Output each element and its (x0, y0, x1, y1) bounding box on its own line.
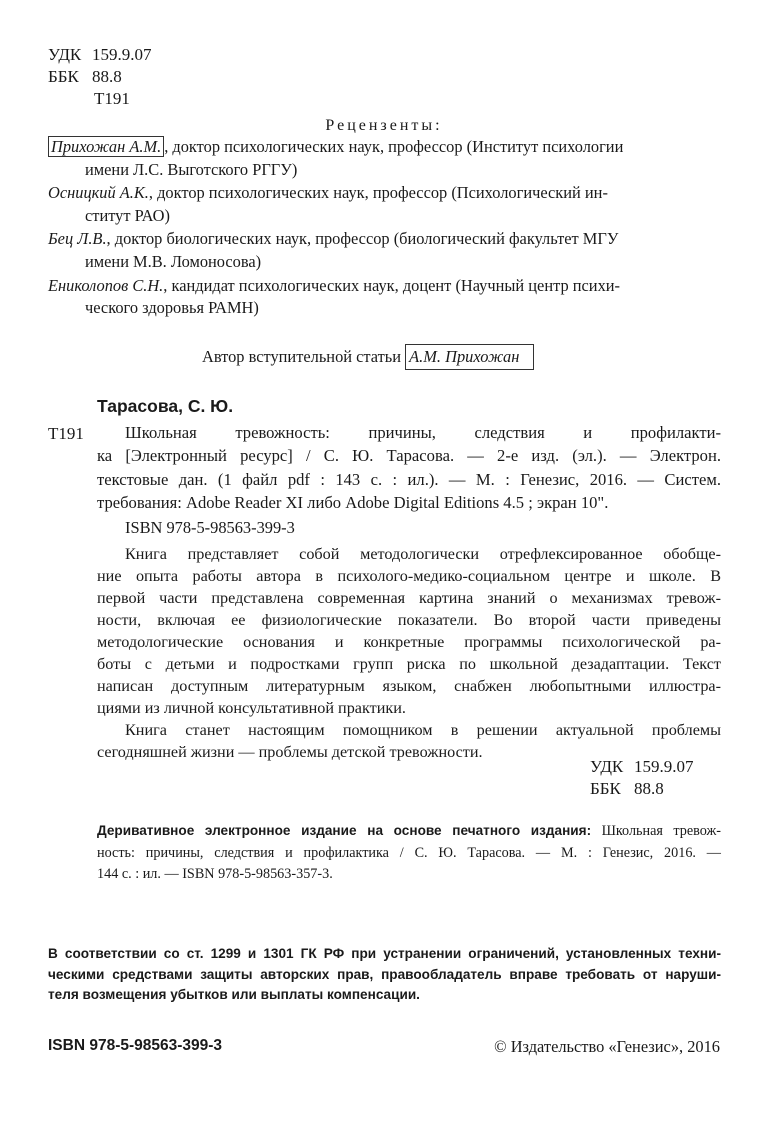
bbk-value: 88.8 (92, 67, 122, 86)
annotation-line: сегодняшней жизни — проблемы детской тревожности. (97, 743, 483, 761)
rights-line: теля возмещения убытков или выплаты компенсации. (48, 987, 420, 1002)
derivative-line: 144 с. : ил. — ISBN 978-5-98563-357-3. (97, 866, 333, 882)
derivative-bold: Деривативное электронное издание на основе печатного издания: (97, 823, 592, 838)
reviewer-credentials: , доктор психологических наук, профессор (Институт психологии (164, 137, 624, 156)
reviewer-credentials-cont: ститут РАО) (85, 205, 170, 225)
description-line: требования: Adobe Reader XI либо Adobe Digital Editions 4.5 ; экран 10". (97, 492, 609, 512)
reviewer-item (48, 136, 720, 181)
intro-author-line (202, 344, 534, 370)
reviewer-credentials-cont: ческого здоровья РАМН) (85, 298, 259, 318)
reviewer-credentials-cont: имени Л.С. Выготского РГГУ) (85, 159, 298, 179)
footer-udk-label: УДК (590, 757, 624, 776)
book-author: Тарасова, С. Ю. (97, 396, 234, 416)
footer-bbk-value: 88.8 (634, 779, 664, 798)
reviewer-credentials: , доктор биологических наук, профессор (биологический факультет МГУ (106, 229, 619, 249)
footer-bbk-row (590, 778, 694, 800)
intro-author-name: А.М. Прихожан (405, 344, 534, 370)
description-line: Школьная тревожность: причины, следствия и профилакти- (125, 423, 721, 442)
reviewer-name: Бец Л.В. (48, 229, 107, 249)
annotation-line: первой части представлена современная картина знаний о механизмах тревож- (97, 589, 721, 607)
footer-bbk-label: ББК (590, 779, 621, 798)
footer-classification-codes (590, 756, 694, 800)
reviewers-list (48, 136, 720, 321)
derivative-line1-rest: Школьная тревож- (591, 823, 721, 839)
bottom-isbn: ISBN 978-5-98563-399-3 (48, 1037, 223, 1054)
reviewer-item (48, 275, 720, 320)
annotation-line: Книга станет настоящим помощником в решении актуальной проблемы (125, 721, 721, 739)
description-line: текстовые дан. (1 файл pdf : 143 с. : ил.). — М. : Генезис, 2016. — Систем. (97, 469, 721, 489)
derivative-line: ность: причины, следствия и профилактика / С. Ю. Тарасова. — М. : Генезис, 2016. — (97, 844, 721, 861)
rights-line: В соответствии со ст. 1299 и 1301 ГК РФ при устранении ограничений, установленных техни- (48, 946, 721, 961)
description-line: ка [Электронный ресурс] / С. Ю. Тарасова. — 2-е изд. (эл.). — Электрон. (97, 446, 721, 466)
reviewer-name: Прихожан А.М. (48, 136, 164, 157)
reviewer-name: Ениколопов С.Н. (48, 275, 164, 295)
footer-udk-value: 159.9.07 (634, 757, 694, 776)
annotation-line: написан доступным литературным языком, снабжен любопытными иллюстра- (97, 677, 721, 695)
book-mark: Т191 (48, 424, 84, 443)
reviewer-credentials: , доктор психологических наук, профессор (Психологический ин- (148, 183, 608, 203)
derivative-line (97, 820, 721, 843)
annotation-line: методологические основания и конкретные программы психологической ра- (97, 633, 721, 651)
author-mark: Т191 (94, 89, 130, 108)
reviewer-credentials: , кандидат психологических наук, доцент (Научный центр психи- (163, 275, 620, 295)
reviewers-heading: Рецензенты: (325, 117, 443, 134)
udk-label: УДК (48, 45, 82, 64)
rights-notice (48, 944, 721, 1006)
annotation-line: Книга представляет собой методологически отрефлексированное обобще- (125, 545, 721, 563)
reviewer-item (48, 182, 720, 227)
udk-value: 159.9.07 (92, 45, 152, 64)
book-isbn: ISBN 978-5-98563-399-3 (125, 518, 295, 537)
annotation-line: боты с детьми и подростками групп риска по школьной дезадаптации. Текст (97, 655, 721, 673)
bibliographic-description (97, 421, 721, 514)
reviewer-item (48, 228, 720, 273)
annotation-line: ности, включая ее физиологические показатели. Во второй части приведены (97, 611, 721, 629)
derivative-edition-note (97, 820, 721, 886)
annotation-line: циями из личной консультативной практики. (97, 699, 406, 717)
reviewer-credentials-cont: имени М.В. Ломоносова) (85, 251, 262, 271)
bbk-label: ББК (48, 67, 79, 86)
udk-row (48, 44, 152, 66)
annotation-line: ние опыта работы автора в психолого-медико-социальном центре и школе. В (97, 567, 721, 585)
classification-codes (48, 44, 152, 110)
rights-line: ческими средствами защиты авторских прав, правообладатель вправе требовать от наруши- (48, 966, 721, 982)
annotation (97, 543, 721, 763)
copyright: © Издательство «Генезис», 2016 (494, 1037, 720, 1056)
bbk-row (48, 66, 152, 88)
reviewer-name: Осницкий А.К. (48, 183, 149, 203)
footer-udk-row (590, 756, 694, 778)
intro-author-label: Автор вступительной статьи (202, 347, 402, 366)
